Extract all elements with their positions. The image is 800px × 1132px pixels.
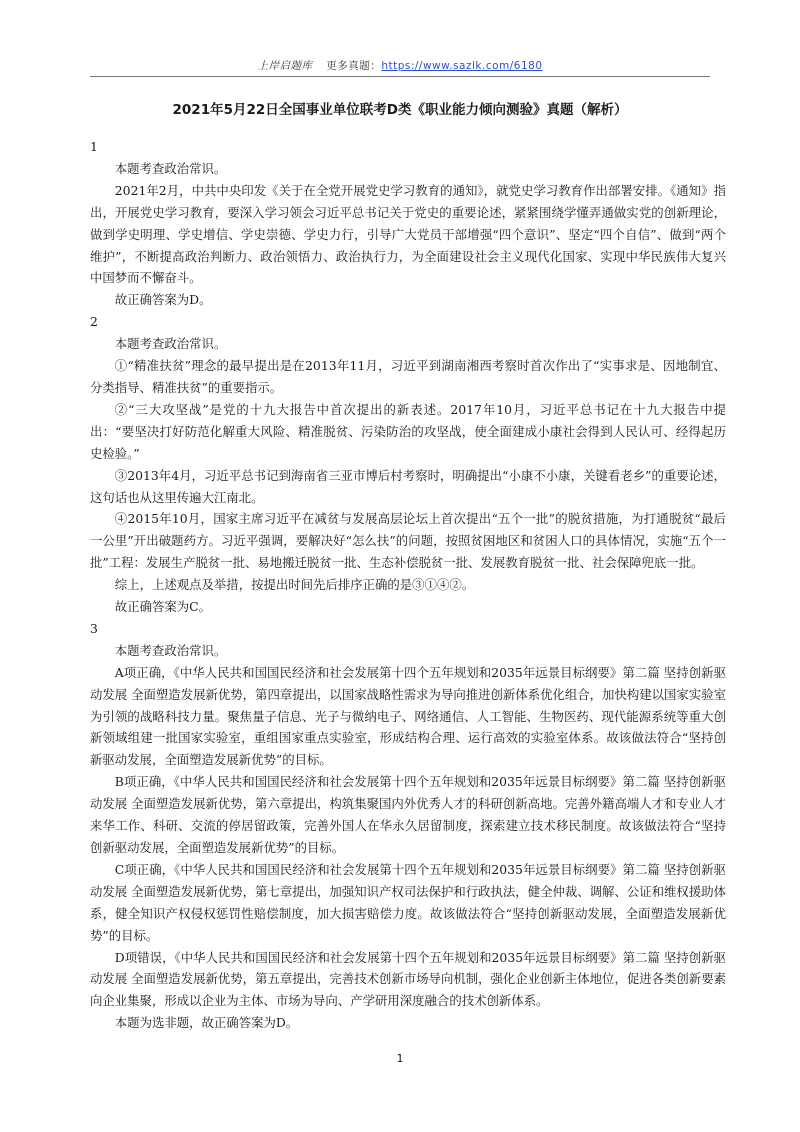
document-title: 2021年5月22日全国事业单位联考D类《职业能力倾向测验》真题（解析） <box>172 102 628 118</box>
paragraph: ②“三大攻坚战”是党的十九大报告中首次提出的新表述。2017年10月，习近平总书记在十九大报告中提出：“要坚决打好防范化解重大风险、精准脱贫、污染防治的攻坚战，使全面建成小康社会得到人民认可、经得起历史检验。” <box>90 401 726 461</box>
paragraph: 本题考查政治常识。 <box>114 642 227 658</box>
answer-line: 故正确答案为C。 <box>114 599 212 615</box>
page-number: 1 <box>396 1052 404 1065</box>
paragraph: ③2013年4月，习近平总书记到海南省三亚市博后村考察时，明确提出“小康不小康，关键看老乡”的重要论述，这句话也从这里传遍大江南北。 <box>90 467 726 505</box>
question-number: 2 <box>90 314 98 330</box>
answer-line: 本题为选非题，故正确答案为D。 <box>114 1015 299 1031</box>
brand-name: 上岸启题库 <box>257 60 313 72</box>
paragraph: A项正确，《中华人民共和国国民经济和社会发展第十四个五年规划和2035年远景目标纲要》第二篇 坚持创新驱动发展 全面塑造发展新优势，第四章提出，以国家战略性需求为导向推进创新体系优化组合，加快构建以国家实验室为引领的战略科技力量。聚焦量子信息、光子与微纳电子、网络通信、人工智能、生物医药、现代能源系统等重大创新领域组建一批国家实验室，重组国家重点实验室，形成结构合理、运行高效的实验室体系。故该做法符合“坚持创新驱动发展，全面塑造发展新优势”的目标。 <box>90 664 726 768</box>
paragraph: ④2015年10月，国家主席习近平在减贫与发展高层论坛上首次提出“五个一批”的脱贫措施，为打通脱贫“最后一公里”开出破题药方。习近平强调，要解决好“怎么扶”的问题，按照贫困地区和贫困人口的具体情况，实施“五个一批”工程：发展生产脱贫一批、易地搬迁脱贫一批、生态补偿脱贫一批、发展教育脱贫一批、社会保障兜底一批。 <box>90 511 726 571</box>
question-number: 3 <box>90 620 98 636</box>
header-banner <box>0 58 800 73</box>
paragraph: D项错误，《中华人民共和国国民经济和社会发展第十四个五年规划和2035年远景目标纲要》第二篇 坚持创新驱动发展 全面塑造发展新优势，第五章提出，完善技术创新市场导向机制，强化企业创新主体地位，促进各类创新要素向企业集聚，形成以企业为主体、市场为导向、产学研用深度融合的技术创新体系。 <box>90 949 726 1009</box>
source-label: 更多真题： <box>326 60 382 72</box>
answer-line: 故正确答案为D。 <box>114 292 212 308</box>
paragraph: 本题考查政治常识。 <box>114 160 227 176</box>
paragraph: ①“精准扶贫”理念的最早提出是在2013年11月，习近平到湖南湘西考察时首次作出了“实事求是、因地制宜、分类指导、精准扶贫”的重要指示。 <box>90 358 726 395</box>
source-link[interactable]: https://www.sazlk.com/6180 <box>381 60 543 72</box>
paragraph: 本题考查政治常识。 <box>114 336 227 352</box>
paragraph: B项正确，《中华人民共和国国民经济和社会发展第十四个五年规划和2035年远景目标纲要》第二篇 坚持创新驱动发展 全面塑造发展新优势，第六章提出，构筑集聚国内外优秀人才的科研创新高地。完善外籍高端人才和专业人才来华工作、科研、交流的停居留政策，完善外国人在华永久居留制度，探索建立技术移民制度。故该做法符合“坚持创新驱动发展，全面塑造发展新优势”的目标。 <box>90 774 726 855</box>
paragraph: 2021年2月，中共中央印发《关于在全党开展党史学习教育的通知》，就党史学习教育作出部署安排。《通知》指出，开展党史学习教育，要深入学习领会习近平总书记关于党史的重要论述，紧紧围绕学懂弄通做实党的创新理论，做到学史明理、学史增信、学史崇德、学史力行，引导广大党员干部增强“四个意识”、坚定“四个自信”、做到“两个维护”，不断提高政治判断力、政治领悟力、政治执行力，为全面建设社会主义现代化国家、实现中华民族伟大复兴中国梦而不懈奋斗。 <box>90 182 726 286</box>
document-body <box>90 136 726 1034</box>
header-divider <box>90 76 710 77</box>
paragraph: C项正确，《中华人民共和国国民经济和社会发展第十四个五年规划和2035年远景目标纲要》第二篇 坚持创新驱动发展 全面塑造发展新优势，第七章提出，加强知识产权司法保护和行政执法，健全仲裁、调解、公证和维权援助体系，健全知识产权侵权惩罚性赔偿制度，加大损害赔偿力度。故该做法符合“坚持创新驱动发展，全面塑造发展新优势”的目标。 <box>90 861 726 943</box>
paragraph: 综上，上述观点及举措，按提出时间先后排序正确的是③①④②。 <box>114 577 475 593</box>
question-number: 1 <box>90 139 98 154</box>
